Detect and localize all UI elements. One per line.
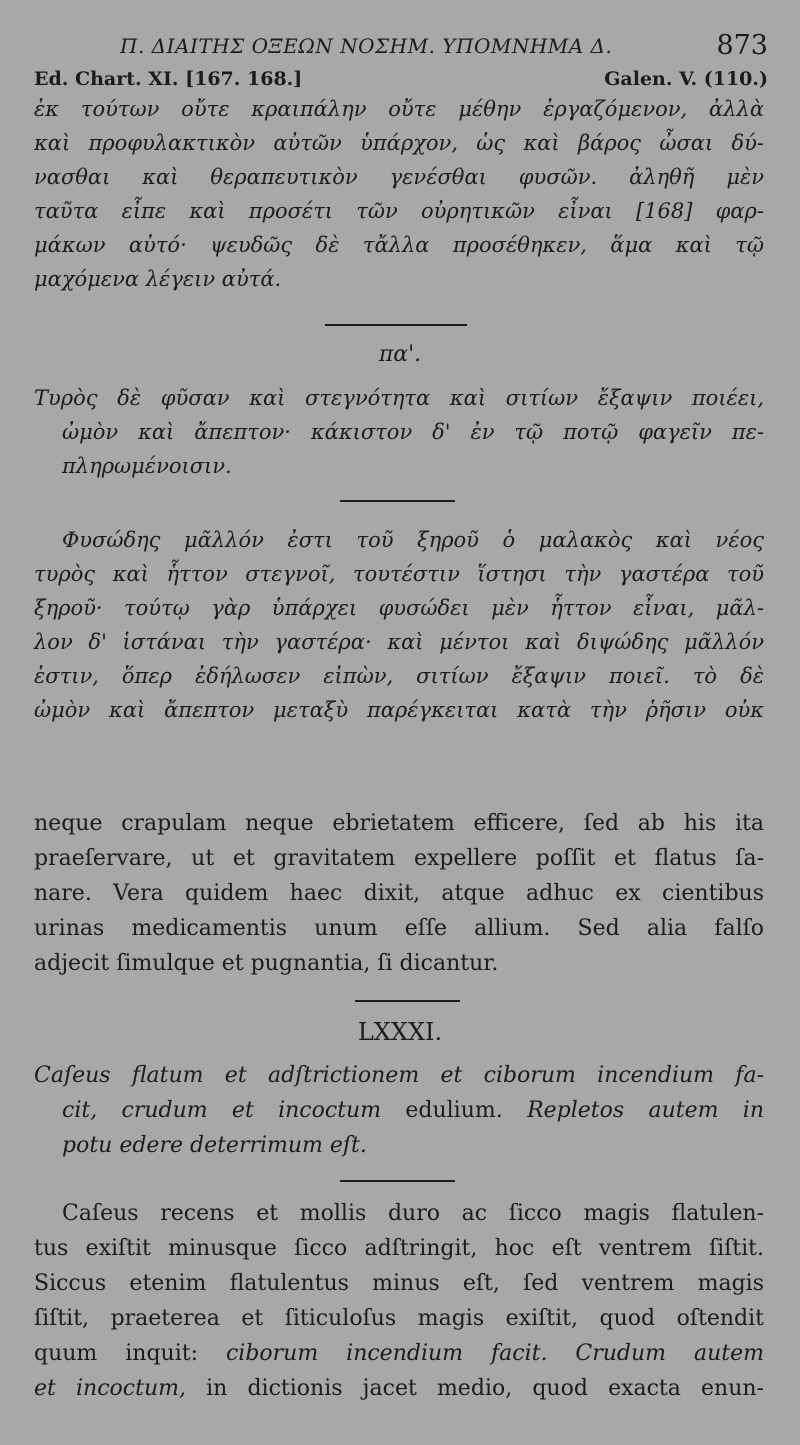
section-divider [340, 500, 455, 502]
greek-line: πληρωμένοισιν. [62, 454, 232, 478]
greek-line: ταῦτα εἶπε καὶ προσέτι τῶν οὐρητικῶν εἶναι [168] φαρ- [34, 199, 764, 223]
latin-italic-text: et incoctum, [34, 1376, 186, 1401]
greek-line: Φυσώδης μᾶλλόν ἐστι τοῦ ξηροῦ ὁ μαλακὸς καὶ νέος [62, 528, 764, 552]
latin-line [34, 1371, 764, 1406]
latin-line: urinas medicamentis unum eſſe allium. Sed alia falſo [34, 916, 764, 941]
latin-paragraph-continuation [34, 806, 764, 981]
latin-italic-text: ciborum incendium facit. Crudum autem [225, 1341, 764, 1366]
latin-italic-text: Repletos autem in [527, 1098, 764, 1123]
section-divider [325, 324, 467, 326]
greek-line: Τυρὸς δὲ φῦσαν καὶ στεγνότητα καὶ σιτίων ἔξαψιν ποιέει, [34, 386, 764, 410]
latin-line: adjecit ſimulque et pugnantia, ſi dicantur. [34, 951, 499, 976]
latin-italic-text: cit, crudum et incoctum [62, 1098, 382, 1123]
latin-line: Caſeus flatum et adſtrictionem et ciborum incendium fa- [34, 1063, 764, 1088]
greek-line: ὠμὸν καὶ ἄπεπτον μεταξὺ παρέγκειται κατὰ τὴν ῥῆσιν οὐκ [34, 698, 764, 722]
latin-roman-text: edulium. [405, 1098, 503, 1123]
page-number: 873 [716, 30, 768, 61]
greek-line: μάκων αὐτό· ψευδῶς δὲ τἄλλα προσέθηκεν, ἅμα καὶ τῷ [34, 233, 764, 257]
latin-line [34, 1336, 764, 1371]
latin-line [34, 1093, 764, 1128]
latin-line: potu edere deterrimum eſt. [62, 1133, 367, 1158]
greek-line: ὠμὸν καὶ ἄπεπτον· κάκιστον δ' ἐν τῷ ποτῷ φαγεῖν πε- [62, 420, 764, 444]
greek-aphorism [34, 381, 764, 483]
edition-reference-right: Galen. V. (110.) [604, 68, 768, 90]
latin-line: nare. Vera quidem haec dixit, atque adhuc ex cientibus [34, 881, 764, 906]
latin-line: ſiſtit, praeterea et ſiticuloſus magis exiſtit, quod oſtendit [34, 1306, 764, 1331]
latin-commentary [34, 1196, 764, 1406]
latin-aphorism [34, 1058, 764, 1163]
running-head [40, 30, 768, 64]
greek-line: μαχόμενα λέγειν αὐτά. [34, 267, 282, 291]
greek-section-number: πα'. [378, 342, 422, 367]
latin-roman-text: in dictionis jacet medio, quod exacta enun- [206, 1376, 764, 1401]
greek-line: ἐστιν, ὅπερ ἐδήλωσεν εἰπὼν, σιτίων ἔξαψιν ποιεῖ. τὸ δὲ [34, 664, 764, 688]
latin-line: praeſervare, ut et gravitatem expellere poſſit et flatus ſa- [34, 846, 764, 871]
greek-line: ξηροῦ· τούτῳ γὰρ ὑπάρχει φυσώδει μὲν ἧττον εἶναι, μᾶλ- [34, 596, 764, 620]
edition-reference-left: Ed. Chart. XI. [167. 168.] [34, 68, 303, 90]
greek-commentary [34, 523, 764, 727]
latin-line: neque crapulam neque ebrietatem efficere, ſed ab his ita [34, 811, 764, 836]
greek-line: ἐκ τούτων οὔτε κραιπάλην οὔτε μέθην ἐργαζόμενον, ἀλλὰ [34, 97, 764, 121]
greek-line: λον δ' ἱστάναι τὴν γαστέρα· καὶ μέντοι καὶ διψώδης μᾶλλόν [34, 630, 764, 654]
edition-reference-line [34, 68, 768, 92]
section-divider [340, 1180, 455, 1182]
greek-line: νασθαι καὶ θεραπευτικὸν γενέσθαι φυσῶν. ἀληθῆ μὲν [34, 165, 764, 189]
latin-line: tus exiſtit minusque ſicco adſtringit, hoc eſt ventrem ſiſtit. [34, 1236, 764, 1261]
running-title: Π. ΔΙΑΙΤΗΣ ΟΞΕΩΝ ΝΟΣΗΜ. ΥΠΟΜΝΗΜΑ Δ. [120, 34, 613, 58]
latin-section-number: LXXXI. [357, 1018, 443, 1046]
greek-line: τυρὸς καὶ ἧττον στεγνοῖ, τουτέστιν ἵστησι τὴν γαστέρα τοῦ [34, 562, 764, 586]
section-divider [355, 1000, 460, 1002]
greek-line: καὶ προφυλακτικὸν αὐτῶν ὑπάρχον, ὡς καὶ βάρος ὦσαι δύ- [34, 131, 764, 155]
latin-roman-text: quum inquit: [34, 1341, 198, 1366]
greek-paragraph-continuation [34, 92, 764, 296]
latin-line: Siccus etenim flatulentus minus eſt, ſed ventrem magis [34, 1271, 764, 1296]
latin-line: Caſeus recens et mollis duro ac ſicco magis flatulen- [62, 1201, 764, 1226]
